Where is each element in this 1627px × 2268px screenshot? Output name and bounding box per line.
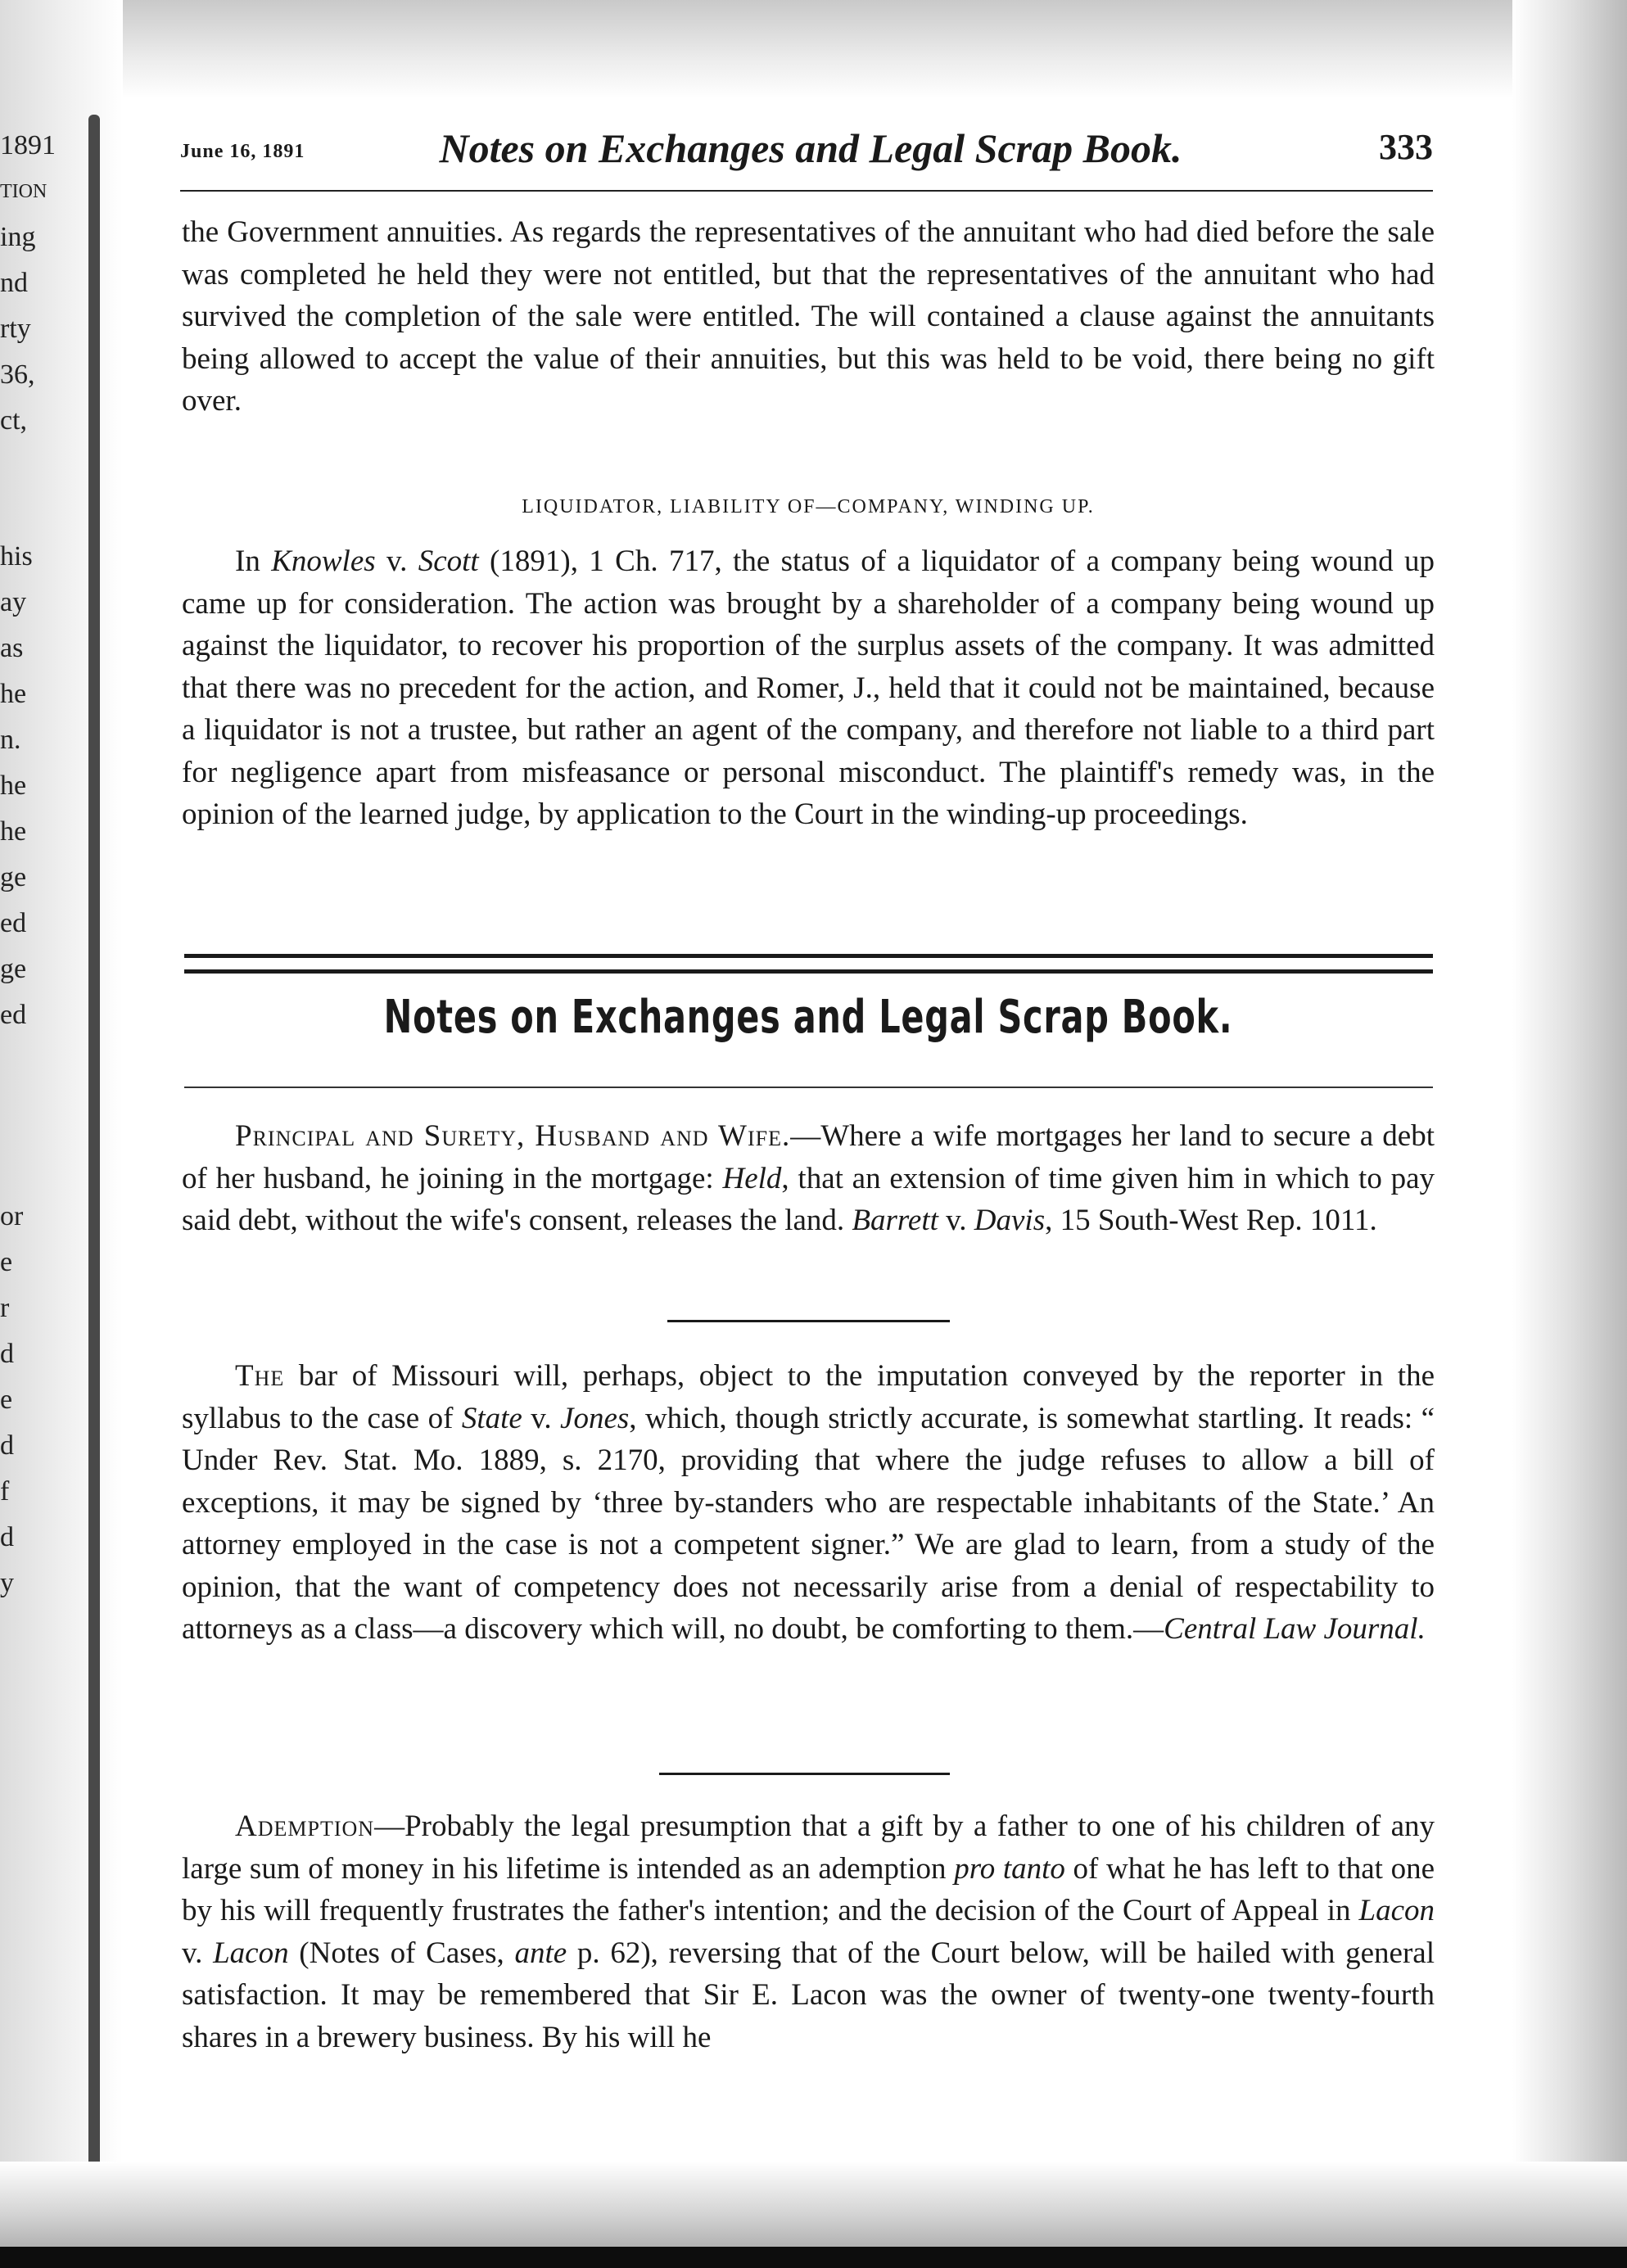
- running-header: [180, 123, 1433, 175]
- fragment: he: [0, 679, 27, 709]
- case-name: Davis: [974, 1204, 1046, 1237]
- italic-term: ante: [514, 1936, 567, 1970]
- paragraph-text: [182, 1805, 1435, 2058]
- text-run: —Probably the legal presumption that a gift by a father to one of his children of any large sum of money in his lifetime is intended as an ademption: [182, 1809, 1435, 1886]
- fragment: 36,: [0, 359, 35, 390]
- lead-in: Principal and Surety, Husband and Wife.: [235, 1119, 791, 1153]
- paragraph-text: [182, 540, 1435, 836]
- text-run: v.: [182, 1936, 214, 1970]
- source-name: Central Law Journal.: [1164, 1612, 1426, 1646]
- fragment: ed: [0, 908, 27, 938]
- fragment: y: [0, 1568, 14, 1598]
- short-divider: [667, 1320, 950, 1322]
- binding-shadow: [88, 115, 100, 2211]
- text-run: v.: [938, 1204, 974, 1237]
- text-run: In: [235, 544, 272, 578]
- fragment: d: [0, 1522, 14, 1552]
- scan-edge-top: [0, 0, 1627, 98]
- text-run: , that an extension of time given him in which to pay said debt, without the wife's consent, releases the land.: [182, 1161, 1435, 1237]
- case-name: Jones: [560, 1401, 630, 1435]
- fragment: n.: [0, 725, 21, 755]
- fragment: 1891: [0, 130, 56, 160]
- fragment: ing: [0, 222, 36, 252]
- case-name: Scott: [418, 544, 479, 578]
- text-run: —Where a wife mortgages her land to secure a debt of her husband, he joining in the mortgage:: [182, 1119, 1435, 1195]
- lead-in: Ademption: [235, 1809, 375, 1843]
- fragment: d: [0, 1430, 14, 1461]
- case-name: Knowles: [271, 544, 376, 578]
- liquidator-section: [182, 540, 1435, 836]
- facing-page-fragments: [0, 123, 66, 1606]
- fragment: ay: [0, 587, 27, 617]
- header-rule: [180, 190, 1433, 192]
- fragment: TION: [0, 181, 47, 202]
- text-run: (Notes of Cases,: [288, 1936, 515, 1970]
- paragraph-text: [182, 1115, 1435, 1242]
- scan-bottom-strip: [0, 2247, 1627, 2268]
- case-name: Barrett: [852, 1204, 938, 1237]
- text-run: , 15 South-West Rep. 1011.: [1045, 1204, 1377, 1237]
- fragment: ed: [0, 1000, 27, 1030]
- text-run: v.: [375, 544, 418, 578]
- fragment: he: [0, 816, 27, 847]
- fragment: d: [0, 1339, 14, 1369]
- section-heading: LIQUIDATOR, LIABILITY OF—COMPANY, WINDING UP.: [522, 496, 1095, 517]
- paragraph-text: the Government annuities. As regards the representatives of the annuitant who had died before the sale was completed he held they were not entitled, but that the representatives of the annuitant who had survived the completion of the sale were entitled. The will contained a clause against the annuitants being allowed to accept the value of their annuities, but this was held to be void, there being no gift over.: [182, 215, 1435, 418]
- text-run: p. 62), reversing that of the Court below, will be hailed with general satisfaction. It may be remembered that Sir E. Lacon was the owner of twenty-one twenty-fourth shares in a brewery business. By his will he: [182, 1936, 1435, 2054]
- italic-term: Held: [722, 1161, 782, 1195]
- fragment: e: [0, 1247, 13, 1277]
- note-missouri-bar: [182, 1355, 1435, 1651]
- title-rule: [184, 1087, 1433, 1088]
- fragment: or: [0, 1201, 24, 1231]
- fragment: rty: [0, 314, 31, 344]
- fragment: ge: [0, 862, 27, 892]
- fragment: f: [0, 1476, 10, 1507]
- text-run: of what he has left to that one by his will frequently frustrates the father's intention; and the decision of the Court of Appeal in: [182, 1851, 1435, 1927]
- italic-term: pro tanto: [954, 1851, 1065, 1886]
- paragraph-text: [182, 1355, 1435, 1651]
- fragment: ct,: [0, 405, 28, 436]
- continued-paragraph: [182, 211, 1435, 422]
- short-divider: [659, 1773, 950, 1775]
- scan-edge-right: [1512, 0, 1627, 2268]
- case-name: Lacon: [1358, 1894, 1435, 1927]
- section-title: Notes on Exchanges and Legal Scrap Book.: [383, 991, 1233, 1044]
- fragment: nd: [0, 268, 28, 298]
- fragment: r: [0, 1293, 10, 1323]
- case-name: State: [461, 1401, 522, 1435]
- header-title: Notes on Exchanges and Legal Scrap Book.: [439, 125, 1182, 171]
- header-date: June 16, 1891: [180, 141, 305, 162]
- text-run: bar of Missouri will, perhaps, object to the imputation conveyed by the reporter in the syllabus to the case of: [182, 1359, 1435, 1435]
- fragment: ge: [0, 954, 27, 984]
- lead-in: The: [235, 1359, 285, 1393]
- fragment: he: [0, 770, 27, 801]
- fragment: as: [0, 633, 24, 663]
- text-run: , which, though strictly accurate, is somewhat startling. It reads: “ Under Rev. Stat. Mo. 1889, s. 2170, providing that where the judge refuses to allow a bill of exceptions, it may be signed by ‘three by-standers who are respectable inhabitants of the State.’ An attorney employed in the case is not a competent signer.” We are glad to learn, from a study of the opinion, that the want of competency does not necessarily arise from a denial of respectability to attorneys as a class—a discovery which will, no doubt, be comforting to them.—: [182, 1401, 1435, 1646]
- fragment: e: [0, 1385, 13, 1415]
- case-name: Lacon: [213, 1936, 289, 1970]
- fragment: his: [0, 541, 33, 572]
- text-run: v.: [522, 1401, 561, 1435]
- double-rule-divider: [184, 954, 1433, 974]
- note-ademption: [182, 1805, 1435, 2058]
- text-run: (1891), 1 Ch. 717, the status of a liquidator of a company being wound up came up for consideration. The action was brought by a shareholder of a company being wound up against the liquidator, to recover his proportion of the surplus assets of the company. It was admitted that there was no precedent for the action, and Romer, J., held that it could not be maintained, because a liquidator is not a trustee, but rather an agent of the company, and therefore not liable to a third part for negligence apart from misfeasance or personal misconduct. The plaintiff's remedy was, in the opinion of the learned judge, by application to the Court in the winding-up proceedings.: [182, 544, 1435, 831]
- page-number: 333: [1379, 127, 1433, 167]
- note-principal-surety: [182, 1115, 1435, 1242]
